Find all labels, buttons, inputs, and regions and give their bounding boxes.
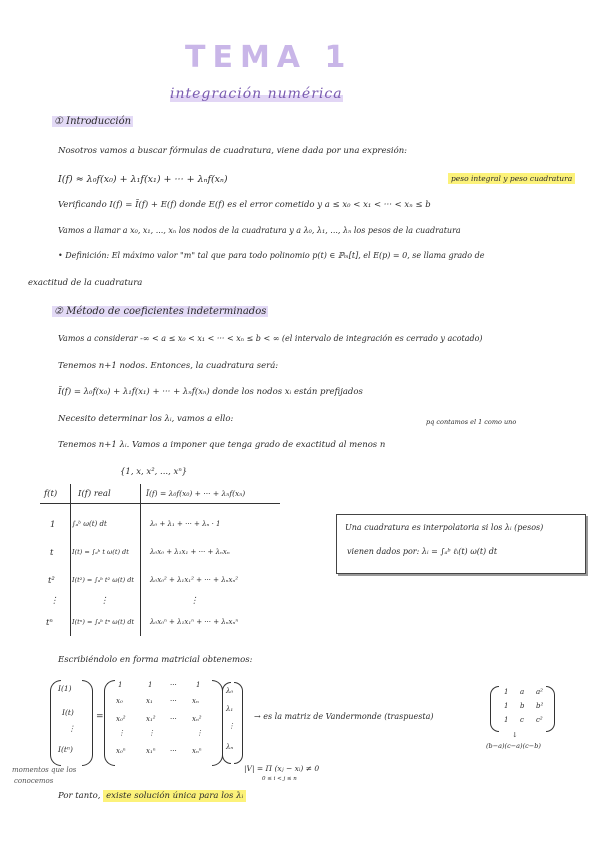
table-col-rule-1 [70, 484, 71, 636]
matrix-r2c3: xₙ² [192, 715, 202, 723]
page-subtitle: integración numérica [170, 86, 343, 102]
vec-lambda-1: λ₁ [226, 705, 234, 713]
matrix-r2c0: x₀² [116, 715, 126, 723]
table-row-2-approx: λ₀x₀² + λ₁x₁² + ··· + λₙxₙ² [150, 576, 239, 584]
vec-I-1: I(t) [62, 708, 74, 717]
conclusion-highlight: existe solución única para los λᵢ [103, 790, 246, 802]
matrix-r3c0: ⋮ [118, 729, 125, 737]
table-row-1-f: t [50, 548, 54, 558]
det-sub: 0 ≤ i < j ≤ n [262, 776, 297, 782]
table-row-4-approx: λ₀x₀ⁿ + λ₁x₁ⁿ + ··· + λₙxₙⁿ [150, 618, 239, 626]
matrix-left-paren [104, 680, 115, 766]
vander3-r2c1: c [520, 716, 524, 724]
table-row-1-real: I(t) = ∫ₐᵇ t ω(t) dt [72, 548, 129, 556]
table-header-real: I(f) real [78, 489, 111, 499]
section2-line3: Ĩ(f) = λ₀f(x₀) + λ₁f(x₁) + ··· + λₙf(xₙ) donde los nodos xᵢ están prefijados [58, 387, 363, 397]
quadrature-formula: I(f) ≈ λ₀f(x₀) + λ₁f(x₁) + ··· + λₙf(xₙ) [58, 174, 228, 185]
vec-I-right-paren [82, 680, 93, 766]
vander3-right-paren [546, 686, 555, 732]
vander3-r0c2: a² [536, 688, 543, 696]
vander3-r1c2: b² [536, 702, 544, 710]
matrix-r1c1: x₁ [146, 697, 153, 705]
matrix-r2c1: x₁² [146, 715, 156, 723]
vander3-arrow: ↓ [512, 731, 518, 739]
vander3-left-paren [490, 686, 499, 732]
table-header-rule [40, 503, 280, 504]
section2-line2: Tenemos n+1 nodos. Entonces, la cuadratura será: [58, 361, 279, 371]
table-row-2-f: t² [48, 576, 55, 586]
section1-line3: Vamos a llamar a x₀, x₁, ..., xₙ los nodos de la cuadratura y a λ₀, λ₁, ..., λₙ los pesos de la cuadratura [58, 226, 461, 235]
vander3-r0c1: a [520, 688, 525, 696]
equals-sign: = [96, 712, 104, 722]
vandermonde-text: → es la matriz de Vandermonde (traspuesta) [254, 712, 434, 721]
side-note: pq contamos el 1 como uno [426, 418, 517, 426]
matrix-r1c0: x₀ [116, 697, 123, 705]
box-line2: vienen dados por: λᵢ = ∫ₐᵇ ℓᵢ(t) ω(t) dt [347, 547, 498, 556]
matrix-intro: Escribiéndolo en forma matricial obtenemos: [58, 655, 253, 665]
conclusion-line [58, 791, 246, 801]
table-row-3-real: ⋮ [100, 596, 109, 606]
vander3-r2c0: 1 [504, 716, 509, 724]
section1-line2: Verificando I(f) = Ĩ(f) + E(f) donde E(f) es el error cometido y a ≤ x₀ < x₁ < ··· < xₙ ≤ b [58, 200, 431, 210]
table-col-rule-2 [140, 484, 141, 636]
matrix-r0c1: 1 [148, 681, 153, 689]
section2-line1: Vamos a considerar -∞ < a ≤ x₀ < x₁ < ··· < xₙ ≤ b < ∞ (el intervalo de integración es cerrado y acotado) [58, 334, 483, 343]
vec-I-3: I(tⁿ) [58, 745, 73, 754]
vec-lambda-2: ⋮ [228, 722, 235, 730]
table-row-3-approx: ⋮ [190, 596, 199, 606]
table-row-0-real: ∫ₐᵇ ω(t) dt [72, 520, 107, 528]
matrix-r4c3: xₙⁿ [192, 747, 202, 755]
section2-line4: Necesito determinar los λᵢ, vamos a ello: [58, 414, 234, 424]
vec-lambda-3: λₙ [226, 743, 234, 751]
matrix-r1c2: ··· [170, 697, 177, 705]
page-title: TEMA 1 [185, 40, 353, 75]
matrix-r1c3: xₙ [192, 697, 199, 705]
table-row-1-approx: λ₀x₀ + λ₁x₁ + ··· + λₙxₙ [150, 548, 230, 556]
section2-line5: Tenemos n+1 λᵢ. Vamos a imponer que tenga grado de exactitud al menos n [58, 440, 386, 450]
definition-cont: exactitud de la cuadratura [28, 278, 143, 288]
vander3-r1c1: b [520, 702, 525, 710]
table-row-2-real: I(t²) = ∫ₐᵇ t² ω(t) dt [72, 576, 135, 584]
left-note-1: momentos que los [12, 766, 77, 774]
left-note-2: conocemos [14, 777, 54, 785]
matrix-r3c1: ⋮ [148, 729, 155, 737]
matrix-r0c0: 1 [118, 681, 123, 689]
vec-lambda-right-paren [234, 682, 243, 764]
vec-I-2: ⋮ [68, 724, 76, 733]
vander3-r1c0: 1 [504, 702, 509, 710]
interpolatory-definition-box [336, 514, 586, 574]
section2-heading: ② Método de coeficientes indeterminados [54, 306, 267, 317]
vec-lambda-0: λ₀ [226, 687, 234, 695]
table-header-f: f(t) [44, 489, 58, 499]
table-row-0-f: 1 [50, 520, 56, 530]
table-header-approx: Ĩ(f) = λ₀f(x₀) + ··· + λₙf(xₙ) [146, 489, 246, 498]
table-row-3-f: ⋮ [50, 596, 59, 606]
matrix-r4c0: x₀ⁿ [116, 747, 126, 755]
matrix-r2c2: ··· [170, 715, 177, 723]
matrix-r4c1: x₁ⁿ [146, 747, 156, 755]
vander3-r0c0: 1 [504, 688, 509, 696]
table-row-0-approx: λ₀ + λ₁ + ··· + λₙ · 1 [150, 520, 221, 528]
table-row-4-real: I(tⁿ) = ∫ₐᵇ tⁿ ω(t) dt [72, 618, 135, 626]
section1-heading: ① Introducción [54, 116, 132, 127]
definition-line: • Definición: El máximo valor "m" tal que para todo polinomio p(t) ∈ ℙₘ[t], el E(p) = 0, se llama grado de [58, 251, 485, 260]
conclusion-prefix: Por tanto, [58, 791, 101, 801]
vander3-det: (b−a)(c−a)(c−b) [486, 742, 541, 750]
matrix-r0c2: ··· [170, 681, 177, 689]
section1-line1: Nosotros vamos a buscar fórmulas de cuadratura, viene dada por una expresión: [58, 146, 408, 156]
vander3-r2c2: c² [536, 716, 543, 724]
table-row-4-f: tⁿ [46, 618, 53, 628]
matrix-r0c3: 1 [196, 681, 201, 689]
matrix-r4c2: ··· [170, 747, 177, 755]
matrix-r3c3: ⋮ [196, 729, 203, 737]
box-line1: Una cuadratura es interpolatoria si los λᵢ (pesos) [345, 523, 544, 532]
det-formula: |V| = Π (xⱼ − xᵢ) ≠ 0 [244, 764, 320, 773]
formula-note: peso integral y peso cuadratura [448, 174, 575, 183]
basis-set: {1, x, x², ..., xⁿ} [120, 467, 188, 477]
vec-I-0: I(1) [58, 684, 72, 693]
